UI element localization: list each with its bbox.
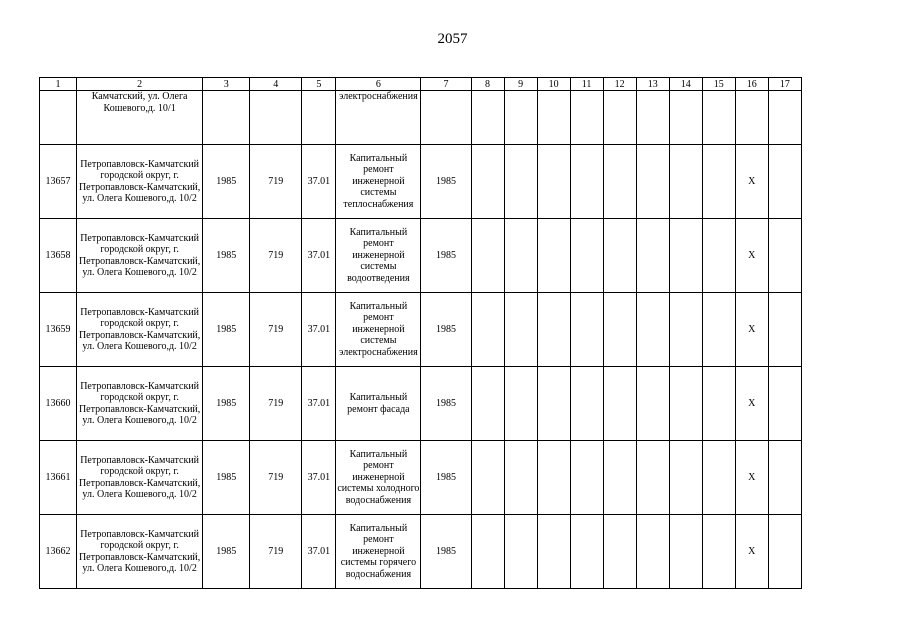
cell-col5: 37.01 bbox=[302, 441, 336, 515]
cell-col4: 719 bbox=[250, 515, 302, 589]
column-header-5: 5 bbox=[302, 78, 336, 91]
cell-empty bbox=[702, 145, 735, 219]
column-header-14: 14 bbox=[669, 78, 702, 91]
cell-col4: 719 bbox=[250, 219, 302, 293]
table-row bbox=[40, 293, 802, 367]
cell-work: Капитальный ремонт инженерной системы электроснабжения bbox=[336, 293, 421, 367]
cell-empty bbox=[603, 145, 636, 219]
cell-empty bbox=[636, 145, 669, 219]
cell-col16: X bbox=[735, 293, 768, 367]
cell-empty bbox=[702, 515, 735, 589]
cell-col7: 1985 bbox=[421, 293, 471, 367]
cell-empty bbox=[504, 293, 537, 367]
cell-empty bbox=[768, 145, 801, 219]
cell-empty bbox=[669, 367, 702, 441]
cell-id: 13659 bbox=[40, 293, 77, 367]
table-row bbox=[40, 441, 802, 515]
cell-col16: X bbox=[735, 219, 768, 293]
cell-col16: X bbox=[735, 145, 768, 219]
cell-col16: X bbox=[735, 367, 768, 441]
cell-empty bbox=[768, 515, 801, 589]
cell-empty bbox=[603, 293, 636, 367]
cell-year: 1985 bbox=[203, 367, 250, 441]
cell-empty bbox=[636, 367, 669, 441]
cell-col7: 1985 bbox=[421, 441, 471, 515]
cell-empty bbox=[570, 441, 603, 515]
cell-empty bbox=[702, 367, 735, 441]
column-header-11: 11 bbox=[570, 78, 603, 91]
cell-empty bbox=[702, 219, 735, 293]
cell-col4: 719 bbox=[250, 145, 302, 219]
column-header-9: 9 bbox=[504, 78, 537, 91]
cell-col16: X bbox=[735, 441, 768, 515]
cell-empty bbox=[504, 145, 537, 219]
cell-empty bbox=[768, 441, 801, 515]
column-header-12: 12 bbox=[603, 78, 636, 91]
column-header-1: 1 bbox=[40, 78, 77, 91]
cell-work: Капитальный ремонт инженерной системы холодного водоснабжения bbox=[336, 441, 421, 515]
cell-year: 1985 bbox=[203, 145, 250, 219]
cell-empty bbox=[669, 515, 702, 589]
cell-col7: 1985 bbox=[421, 515, 471, 589]
cell-empty bbox=[669, 145, 702, 219]
column-header-8: 8 bbox=[471, 78, 504, 91]
cell-empty bbox=[570, 367, 603, 441]
cell-address: Петропавловск-Камчатский городской округ, г. Петропавловск-Камчатский, ул. Олега Кошевого,д. 10/2 bbox=[77, 441, 203, 515]
cell-empty bbox=[768, 293, 801, 367]
cell-col4: 719 bbox=[250, 367, 302, 441]
column-header-15: 15 bbox=[702, 78, 735, 91]
cell-id: 13658 bbox=[40, 219, 77, 293]
cell-empty bbox=[471, 441, 504, 515]
cell-empty bbox=[636, 293, 669, 367]
cell-year: 1985 bbox=[203, 441, 250, 515]
cell-col7: 1985 bbox=[421, 219, 471, 293]
cell-id: 13660 bbox=[40, 367, 77, 441]
column-header-10: 10 bbox=[537, 78, 570, 91]
header-row bbox=[40, 78, 802, 91]
cell-empty bbox=[669, 219, 702, 293]
cell-empty bbox=[570, 145, 603, 219]
cell-empty bbox=[471, 219, 504, 293]
cell-col5: 37.01 bbox=[302, 219, 336, 293]
cell-empty bbox=[537, 515, 570, 589]
cell-col7: 1985 bbox=[421, 367, 471, 441]
cell-col7: 1985 bbox=[421, 145, 471, 219]
column-header-13: 13 bbox=[636, 78, 669, 91]
table-row bbox=[40, 145, 802, 219]
cell-empty bbox=[504, 367, 537, 441]
cell-empty bbox=[570, 293, 603, 367]
cell-year: 1985 bbox=[203, 219, 250, 293]
cell-empty bbox=[504, 441, 537, 515]
cell-empty bbox=[471, 145, 504, 219]
cell-empty bbox=[669, 441, 702, 515]
cell-empty bbox=[636, 219, 669, 293]
cell-empty bbox=[504, 219, 537, 293]
table-row bbox=[40, 515, 802, 589]
cell-empty bbox=[603, 367, 636, 441]
cell-col16: X bbox=[735, 515, 768, 589]
cell-empty bbox=[702, 441, 735, 515]
column-header-16: 16 bbox=[735, 78, 768, 91]
cell-col5: 37.01 bbox=[302, 293, 336, 367]
cell-empty bbox=[603, 219, 636, 293]
cell-empty bbox=[636, 441, 669, 515]
cell-empty bbox=[603, 515, 636, 589]
cell-work: Капитальный ремонт инженерной системы водоотведения bbox=[336, 219, 421, 293]
cell-work: Капитальный ремонт фасада bbox=[336, 367, 421, 441]
cell-address: Петропавловск-Камчатский городской округ, г. Петропавловск-Камчатский, ул. Олега Кошевого,д. 10/2 bbox=[77, 367, 203, 441]
cell-empty bbox=[603, 441, 636, 515]
cell-empty bbox=[537, 367, 570, 441]
cell-work: Капитальный ремонт инженерной системы горячего водоснабжения bbox=[336, 515, 421, 589]
cell-empty bbox=[702, 293, 735, 367]
cell-id: 13661 bbox=[40, 441, 77, 515]
cell-empty bbox=[768, 219, 801, 293]
cell-id bbox=[40, 91, 77, 145]
cell-work: электроснабжения bbox=[336, 91, 421, 145]
cell-work: Капитальный ремонт инженерной системы теплоснабжения bbox=[336, 145, 421, 219]
cell-year: 1985 bbox=[203, 293, 250, 367]
register-table bbox=[39, 77, 802, 589]
cell-col5: 37.01 bbox=[302, 367, 336, 441]
table-row bbox=[40, 367, 802, 441]
column-header-17: 17 bbox=[768, 78, 801, 91]
cell-empty bbox=[768, 367, 801, 441]
column-header-6: 6 bbox=[336, 78, 421, 91]
cell-empty bbox=[669, 293, 702, 367]
cell-empty bbox=[537, 441, 570, 515]
cell-address: Петропавловск-Камчатский городской округ, г. Петропавловск-Камчатский, ул. Олега Кошевого,д. 10/2 bbox=[77, 515, 203, 589]
cell-empty bbox=[537, 293, 570, 367]
cell-empty bbox=[636, 515, 669, 589]
cell-address: Петропавловск-Камчатский городской округ, г. Петропавловск-Камчатский, ул. Олега Кошевого,д. 10/2 bbox=[77, 219, 203, 293]
cell-empty bbox=[471, 293, 504, 367]
cell-col4: 719 bbox=[250, 441, 302, 515]
cell-address: Петропавловск-Камчатский городской округ, г. Петропавловск-Камчатский, ул. Олега Кошевого,д. 10/2 bbox=[77, 293, 203, 367]
table-row bbox=[40, 219, 802, 293]
cell-id: 13657 bbox=[40, 145, 77, 219]
cell-empty bbox=[537, 145, 570, 219]
cell-year: 1985 bbox=[203, 515, 250, 589]
column-header-2: 2 bbox=[77, 78, 203, 91]
table-row-continued bbox=[40, 91, 802, 145]
cell-col5: 37.01 bbox=[302, 515, 336, 589]
cell-empty bbox=[471, 515, 504, 589]
cell-empty bbox=[570, 219, 603, 293]
column-header-4: 4 bbox=[250, 78, 302, 91]
cell-col5: 37.01 bbox=[302, 145, 336, 219]
cell-empty bbox=[471, 367, 504, 441]
cell-empty bbox=[570, 515, 603, 589]
cell-empty bbox=[504, 515, 537, 589]
column-header-7: 7 bbox=[421, 78, 471, 91]
cell-col4: 719 bbox=[250, 293, 302, 367]
cell-address: Петропавловск-Камчатский городской округ, г. Петропавловск-Камчатский, ул. Олега Кошевого,д. 10/2 bbox=[77, 145, 203, 219]
cell-address: Камчатский, ул. Олега Кошевого,д. 10/1 bbox=[77, 91, 203, 145]
column-header-3: 3 bbox=[203, 78, 250, 91]
cell-id: 13662 bbox=[40, 515, 77, 589]
cell-empty bbox=[537, 219, 570, 293]
page-number: 2057 bbox=[437, 31, 468, 47]
